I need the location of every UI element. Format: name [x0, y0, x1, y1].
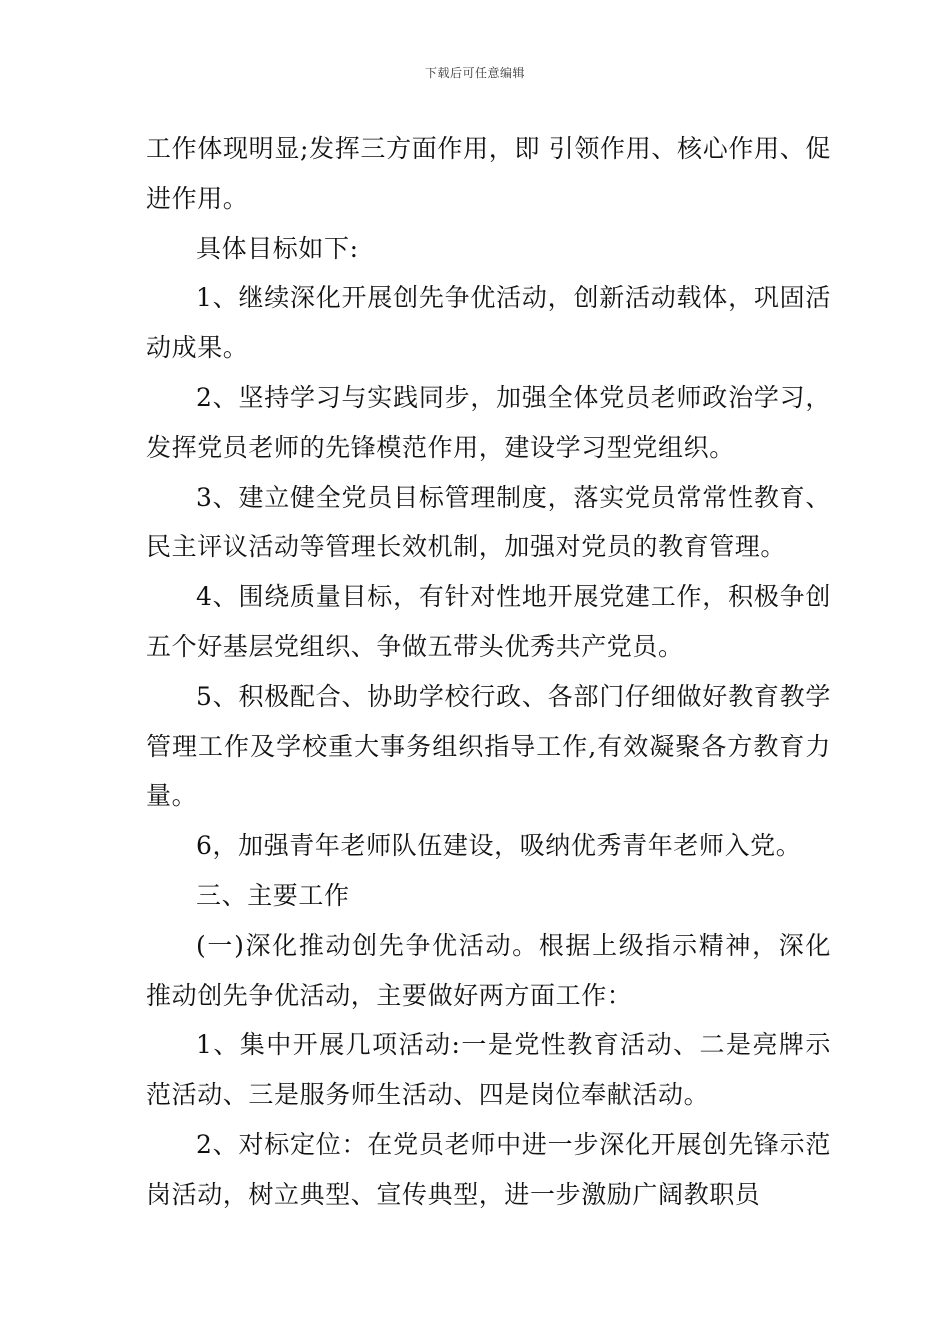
paragraph-work-1: (一)深化推动创先争优活动。根据上级指示精神，深化推动创先争优活动，主要做好两方面工作：: [146, 930, 831, 1010]
paragraph-goal-3: 3、建立健全党员目标管理制度，落实党员常常性教育、民主评议活动等管理长效机制，加强对党员的教育管理。: [146, 482, 831, 562]
page-header: 下载后可任意编辑: [424, 66, 525, 80]
document-body: [146, 124, 831, 1220]
paragraph-goal-5: 5、积极配合、协助学校行政、各部门仔细做好教育教学管理工作及学校重大事务组织指导工作,有效凝聚各方教育力量。: [146, 681, 831, 811]
paragraph-goal-6: 6，加强青年老师队伍建设，吸纳优秀青年老师入党。: [196, 831, 802, 861]
paragraph-goals-intro: 具体目标如下:: [196, 233, 359, 263]
paragraph-goal-1: 1、继续深化开展创先争优活动，创新活动载体，巩固活动成果。: [146, 283, 831, 363]
section-heading-main-work: 三、主要工作: [196, 880, 350, 910]
paragraph-work-item-1: 1、集中开展几项活动:一是党性教育活动、二是亮牌示范活动、三是服务师生活动、四是岗位奉献活动。: [146, 1030, 831, 1110]
paragraph-goal-4: 4、围绕质量目标，有针对性地开展党建工作，积极争创五个好基层党组织、争做五带头优秀共产党员。: [146, 582, 831, 661]
paragraph-work-item-2: 2、对标定位：在党员老师中进一步深化开展创先锋示范岗活动，树立典型、宣传典型，进一步激励广阔教职员: [146, 1129, 831, 1209]
paragraph-continuation: 工作体现明显;发挥三方面作用，即 引领作用、核心作用、促进作用。: [146, 134, 831, 213]
paragraph-goal-2: 2、坚持学习与实践同步，加强全体党员老师政治学习，发挥党员老师的先锋模范作用，建设学习型党组织。: [146, 382, 831, 462]
